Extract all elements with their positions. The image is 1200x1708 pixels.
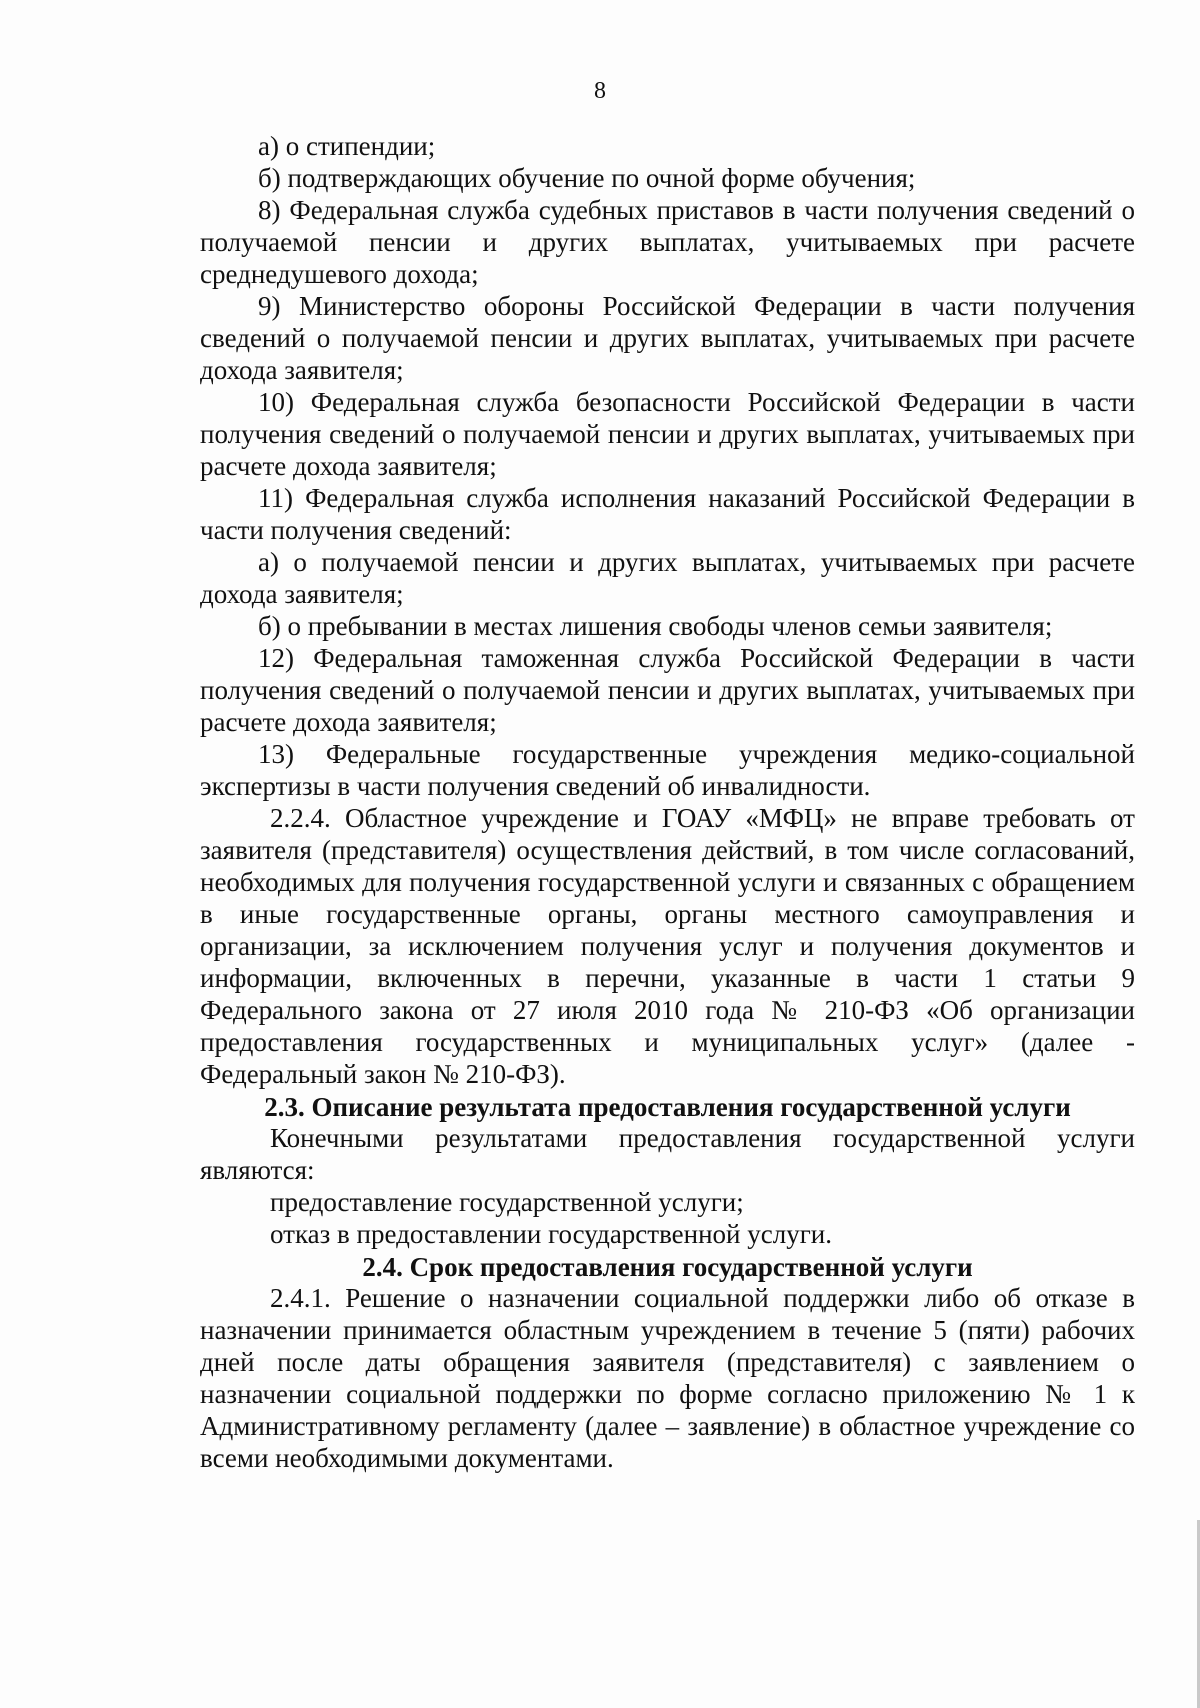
paragraph-2-3-provision: предоставление государственной услуги; (270, 1187, 744, 1217)
paragraph-item-12: 12) Федеральная таможенная служба Российской Федерации в части получения сведений о получаемой пенсии и других выплатах, учитываемых при расчете дохода заявителя; (200, 643, 1135, 737)
paragraph-item-9: 9) Министерство обороны Российской Федерации в части получения сведений о получаемой пенсии и других выплатах, учитываемых при расчете дохода заявителя; (200, 291, 1135, 385)
document-body (200, 130, 1135, 1474)
page-number: 8 (594, 78, 606, 104)
paragraph-2-4-1: 2.4.1. Решение о назначении социальной поддержки либо об отказе в назначении принимается областным учреждением в течение 5 (пяти) рабочих дней после даты обращения заявителя (представителя) с заявлением о назначении социальной поддержки по форме согласно приложению № 1 к Административному регламенту (далее – заявление) в областное учреждение со всеми необходимыми документами. (200, 1283, 1135, 1473)
heading-2-3: 2.3. Описание результата предоставления государственной услуги (264, 1092, 1071, 1122)
paragraph-item-13: 13) Федеральные государственные учреждения медико-социальной экспертизы в части получения сведений об инвалидности. (200, 739, 1135, 801)
paragraph-item-11b: б) о пребывании в местах лишения свободы членов семьи заявителя; (258, 611, 1053, 641)
paragraph-full-time-study: б) подтверждающих обучение по очной форме обучения; (258, 163, 916, 193)
paragraph-2-3-refusal: отказ в предоставлении государственной услуги. (270, 1219, 832, 1249)
paragraph-item-11a: а) о получаемой пенсии и других выплатах, учитываемых при расчете дохода заявителя; (200, 547, 1135, 609)
paragraph-2-2-4: 2.2.4. Областное учреждение и ГОАУ «МФЦ» не вправе требовать от заявителя (представителя) осуществления действий, в том числе согласований, необходимых для получения государственной услуги и связанных с обращением в иные государственные органы, органы местного самоуправления и организации, за исключением получения услуг и получения документов и информации, включенных в перечни, указанные в части 1 статьи 9 Федерального закона от 27 июля 2010 года № 210-ФЗ «Об организации предоставления государственных и муниципальных услуг» (далее - Федеральный закон № 210-ФЗ). (200, 803, 1135, 1089)
paragraph-item-8: 8) Федеральная служба судебных приставов в части получения сведений о получаемой пенсии и других выплатах, учитываемых при расчете среднедушевого дохода; (200, 195, 1135, 289)
heading-2-4: 2.4. Срок предоставления государственной услуги (362, 1252, 973, 1282)
paragraph-2-3-results: Конечными результатами предоставления государственной услуги являются: (200, 1123, 1135, 1185)
paragraph-stipend: а) о стипендии; (258, 131, 436, 161)
paragraph-item-11: 11) Федеральная служба исполнения наказаний Российской Федерации в части получения сведений: (200, 483, 1135, 545)
paragraph-item-10: 10) Федеральная служба безопасности Российской Федерации в части получения сведений о получаемой пенсии и других выплатах, учитываемых при расчете дохода заявителя; (200, 387, 1135, 481)
